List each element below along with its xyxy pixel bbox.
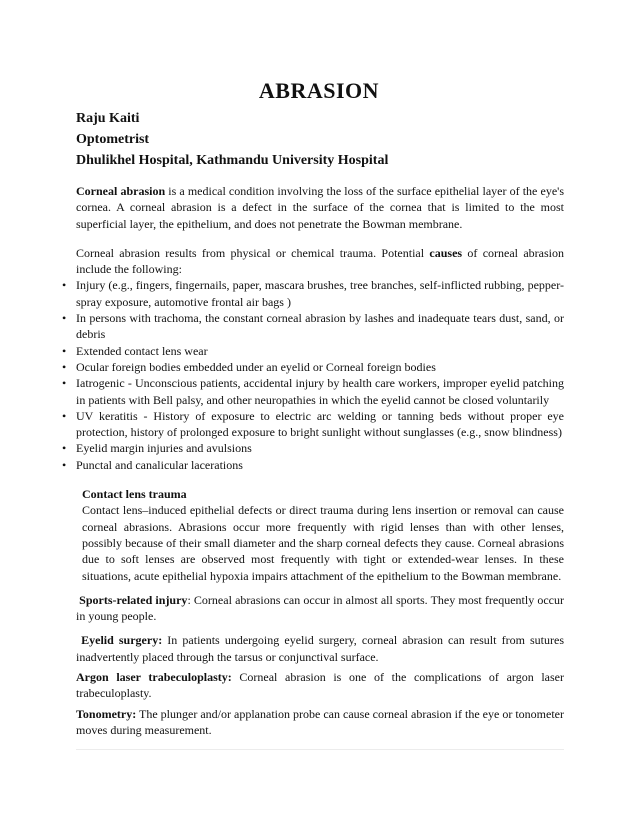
eyelid-surgery-paragraph bbox=[76, 632, 564, 665]
sports-text: : Corneal abrasions can occur in almost all sports. They most frequently occur in young people. bbox=[76, 592, 565, 624]
intro-term: Corneal abrasion bbox=[76, 184, 166, 198]
tonometry-term: Tonometry: bbox=[76, 706, 137, 721]
argon-paragraph bbox=[76, 669, 564, 702]
tonometry-text: The plunger and/or applanation probe can cause corneal abrasion if the eye or tonometer moves during measurement. bbox=[76, 706, 564, 737]
document-body bbox=[76, 183, 564, 738]
list-item: • Iatrogenic - Unconscious patients, accidental injury by health care workers, improper eyelid patching in patients with Bell palsy, and other neuropathies in which the eyelid cannot be closed voluntarily bbox=[76, 375, 564, 408]
author-name: Raju Kaiti bbox=[76, 111, 140, 126]
contact-lens-section bbox=[76, 486, 564, 584]
argon-text: Corneal abrasion is one of the complications of argon laser trabeculoplasty. bbox=[76, 670, 564, 701]
contact-lens-text: Contact lens–induced epithelial defects or direct trauma during lens insertion or removal can cause corneal abrasions. Abrasions occur more frequently with rigid lenses than with other lenses, possibly because of their small diameter and the sharp corneal defects they cause. Corneal abrasions due to soft lenses are observed most frequently with tight or extended-wear lenses. In these situations, acute epithelial hypoxia impairs attachment of the epithelium to the Bowman membrane. bbox=[82, 503, 564, 583]
list-item: • Injury (e.g., fingers, fingernails, paper, mascara brushes, tree branches, self-inflicted rubbing, pepper-spray exposure, automotive frontal air bags ) bbox=[76, 277, 564, 310]
contact-lens-title: Contact lens trauma bbox=[82, 487, 187, 502]
list-item: • Punctal and canalicular lacerations bbox=[76, 457, 564, 473]
sports-term: Sports-related injury bbox=[79, 592, 188, 607]
document-title: ABRASION bbox=[258, 78, 380, 103]
causes-term: causes bbox=[429, 245, 463, 260]
causes-list bbox=[76, 277, 564, 473]
author-block bbox=[76, 108, 388, 171]
list-item: • UV keratitis - History of exposure to electric arc welding or tanning beds without proper eye protection, history of prolonged exposure to bright sunlight without sunglasses (e.g., snow blindness) bbox=[76, 408, 564, 441]
eyelid-surgery-text: In patients undergoing eyelid surgery, corneal abrasion can result from sutures inadvertently placed through the tarsus or conjunctival surface. bbox=[76, 633, 564, 664]
list-item: • In persons with trachoma, the constant corneal abrasion by lashes and inadequate tears dust, sand, or debris bbox=[76, 310, 564, 343]
list-item: • Extended contact lens wear bbox=[76, 343, 564, 359]
list-item: • Eyelid margin injuries and avulsions bbox=[76, 440, 564, 456]
causes-intro-after: of corneal abrasion include the following: bbox=[76, 245, 564, 277]
causes-intro bbox=[76, 245, 564, 278]
intro-text: is a medical condition involving the loss of the surface epithelial layer of the eye's cornea. A corneal abrasion is a defect in the surface of the cornea that is limited to the most superficial layer, the epithelium, and does not penetrate the Bowman membrane. bbox=[76, 184, 564, 231]
intro-paragraph bbox=[76, 183, 564, 232]
argon-term: Argon laser trabeculoplasty: bbox=[76, 670, 232, 685]
tonometry-paragraph bbox=[76, 706, 564, 739]
list-item: • Ocular foreign bodies embedded under an eyelid or Corneal foreign bodies bbox=[76, 359, 564, 375]
page-divider bbox=[76, 749, 564, 750]
sports-paragraph bbox=[76, 592, 564, 625]
causes-intro-before: Corneal abrasion results from physical or chemical trauma. Potential bbox=[76, 245, 430, 260]
author-affiliation: Dhulikhel Hospital, Kathmandu University Hospital bbox=[76, 153, 389, 168]
eyelid-surgery-term: Eyelid surgery: bbox=[81, 633, 163, 648]
author-role: Optometrist bbox=[76, 132, 150, 147]
